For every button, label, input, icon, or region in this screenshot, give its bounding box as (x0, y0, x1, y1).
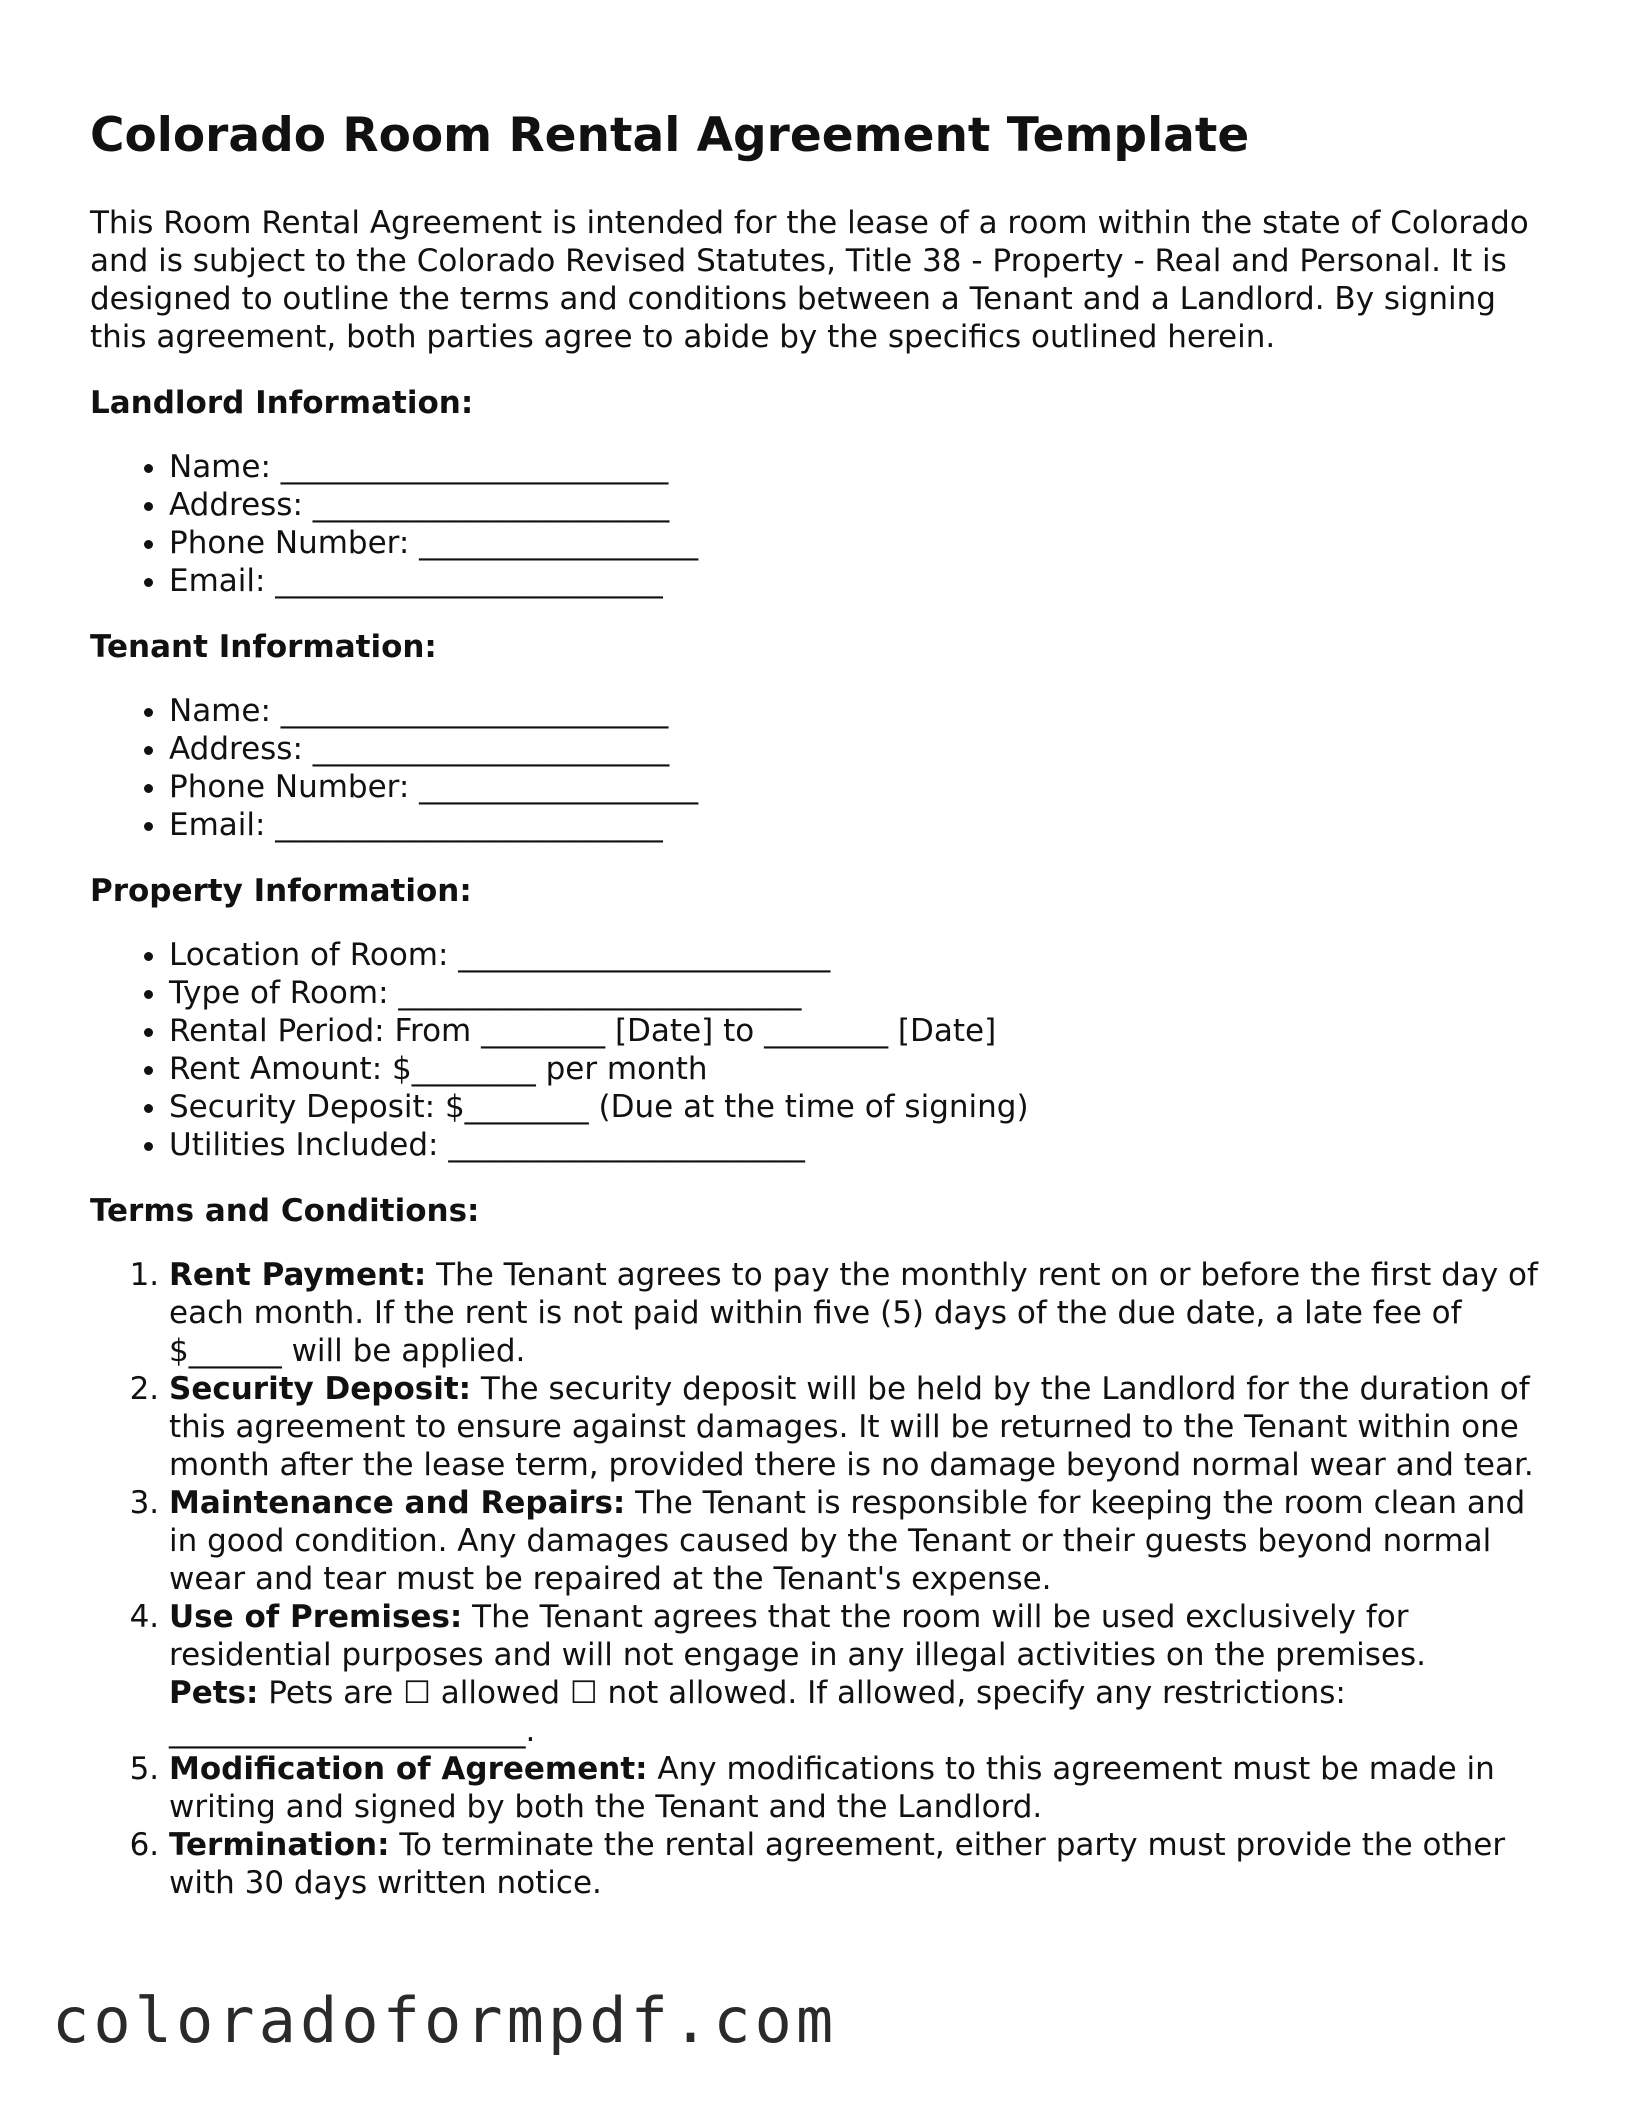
property-heading: Property Information: (90, 873, 472, 910)
property-period-line: • Rental Period: From ________ [Date] to ________ [Date] (169, 1012, 1550, 1050)
term-text: The Tenant agrees that the room will be used exclusively for residential purposes and will not engage in any illegal activities on the premises. (169, 1599, 1426, 1674)
landlord-phone-line: • Phone Number: __________________ (169, 524, 1550, 562)
term-label: Termination: (169, 1827, 390, 1864)
tenant-name-line: • Name: _________________________ (169, 692, 1550, 730)
terms-list (90, 1256, 1550, 1902)
term-text: The Tenant is responsible for keeping the room clean and in good condition. Any damages caused by the Tenant or their guests beyond normal wear and tear must be repaired at the Tenant's expense. (169, 1485, 1526, 1598)
term-text: The security deposit will be held by the Landlord for the duration of this agreement to ensure against damages. It will be returned to the Tenant within one month after the lease term, provided there is no damage beyond normal wear and tear. (169, 1371, 1534, 1484)
tenant-email-line: • Email: _________________________ (169, 806, 1550, 844)
landlord-heading: Landlord Information: (90, 385, 474, 422)
term-item (169, 1256, 1550, 1370)
property-list (90, 936, 1550, 1164)
term-item (169, 1750, 1550, 1826)
landlord-address-line: • Address: _______________________ (169, 486, 1550, 524)
term-item (169, 1370, 1550, 1484)
landlord-list (90, 448, 1550, 600)
term-label: Security Deposit: (169, 1371, 472, 1408)
document-page (90, 108, 1550, 1902)
property-deposit-line: • Security Deposit: $________ (Due at the time of signing) (169, 1088, 1550, 1126)
property-type-line: • Type of Room: __________________________ (169, 974, 1550, 1012)
term-item (169, 1484, 1550, 1598)
term-item (169, 1598, 1550, 1750)
landlord-email-line: • Email: _________________________ (169, 562, 1550, 600)
term-label: Modification of Agreement: (169, 1751, 648, 1788)
term-label: Rent Payment: (169, 1257, 427, 1294)
term-text: To terminate the rental agreement, either party must provide the other with 30 days written notice. (169, 1827, 1506, 1902)
landlord-name-line: • Name: _________________________ (169, 448, 1550, 486)
tenant-phone-line: • Phone Number: __________________ (169, 768, 1550, 806)
terms-heading: Terms and Conditions: (90, 1193, 480, 1230)
tenant-heading: Tenant Information: (90, 629, 437, 666)
pets-text: Pets are ☐ allowed ☐ not allowed. If allowed, specify any restrictions: _______________________. (169, 1675, 1346, 1750)
property-rent-line: • Rent Amount: $________ per month (169, 1050, 1550, 1088)
intro-paragraph: This Room Rental Agreement is intended for the lease of a room within the state of Colorado and is subject to the Colorado Revised Statutes, Title 38 - Property - Real and Personal. It is designed to outline the terms and conditions between a Tenant and a Landlord. By signing this agreement, both parties agree to abide by the specifics outlined herein. (90, 205, 1529, 356)
term-item (169, 1826, 1550, 1902)
page-title: Colorado Room Rental Agreement Template (90, 108, 1250, 163)
property-location-line: • Location of Room: ________________________ (169, 936, 1550, 974)
tenant-list (90, 692, 1550, 844)
term-text: The Tenant agrees to pay the monthly rent on or before the first day of each month. If the rent is not paid within five (5) days of the due date, a late fee of $______ will be applied. (169, 1257, 1538, 1370)
term-text: Any modifications to this agreement must be made in writing and signed by both the Tenant and the Landlord. (169, 1751, 1495, 1826)
property-utilities-line: • Utilities Included: _______________________ (169, 1126, 1550, 1164)
watermark: coloradoformpdf.com (52, 1984, 838, 2057)
tenant-address-line: • Address: _______________________ (169, 730, 1550, 768)
term-label: Use of Premises: (169, 1599, 463, 1636)
pets-label: Pets: (169, 1675, 259, 1712)
term-label: Maintenance and Repairs: (169, 1485, 626, 1522)
